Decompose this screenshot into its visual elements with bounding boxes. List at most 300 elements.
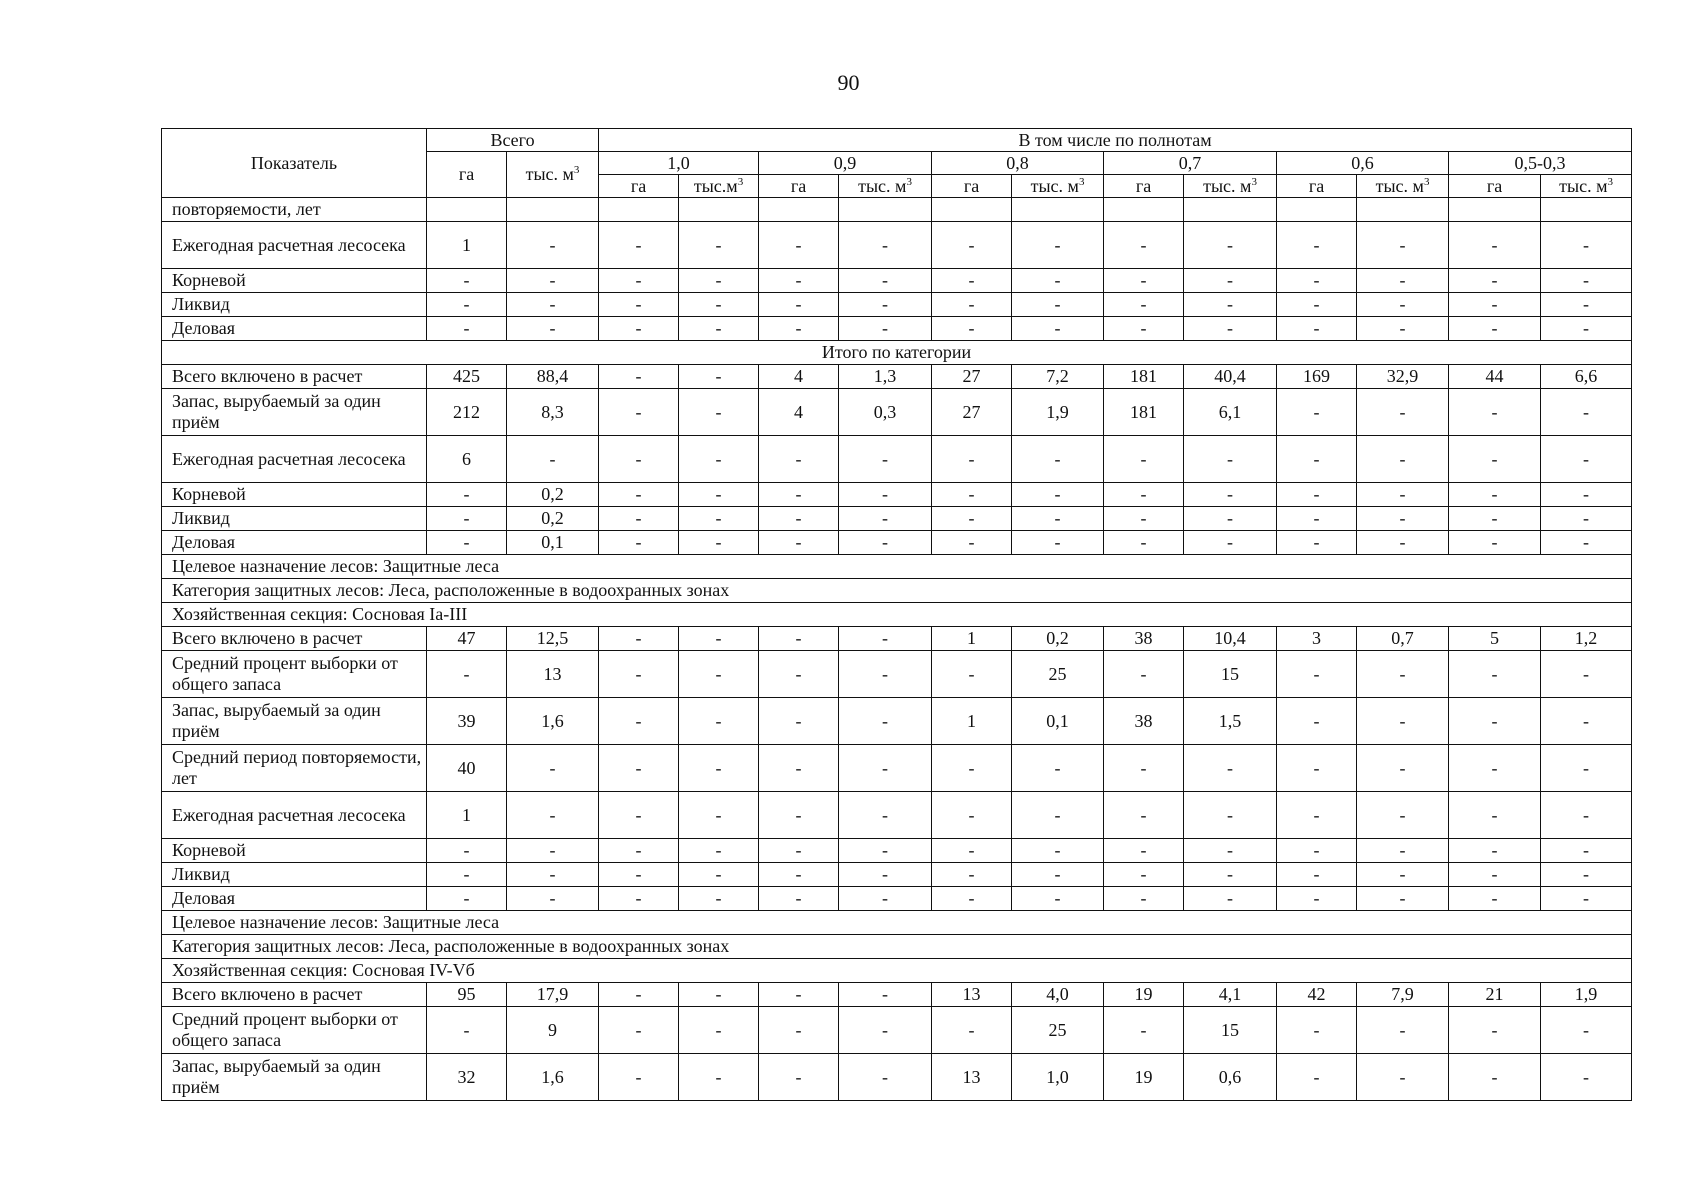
table-cell: - [1449, 531, 1541, 555]
table-cell: - [1184, 507, 1277, 531]
table-cell: - [507, 839, 599, 863]
table-cell: - [1449, 863, 1541, 887]
table-row [162, 745, 1632, 792]
table-cell: - [1277, 887, 1357, 911]
table-cell: - [759, 436, 839, 483]
table-cell: - [839, 698, 932, 745]
table-cell: - [1012, 269, 1104, 293]
table-cell: - [1012, 436, 1104, 483]
table-cell: - [1541, 1054, 1632, 1101]
table-cell: - [427, 651, 507, 698]
table-cell: - [679, 436, 759, 483]
table-cell: 169 [1277, 365, 1357, 389]
table-cell: - [932, 507, 1012, 531]
table-cell: - [932, 863, 1012, 887]
table-cell: - [1104, 436, 1184, 483]
table-cell: - [932, 269, 1012, 293]
table-cell: - [932, 293, 1012, 317]
table-cell: 0,3 [839, 389, 932, 436]
table-cell: - [507, 317, 599, 341]
table-cell: - [839, 269, 932, 293]
table-cell: - [1184, 745, 1277, 792]
table-cell: - [679, 483, 759, 507]
table-cell: - [1104, 531, 1184, 555]
table-cell: - [932, 1007, 1012, 1054]
table-cell: - [839, 863, 932, 887]
row-label: Ликвид [162, 863, 427, 887]
table-cell: - [427, 507, 507, 531]
table-cell [839, 198, 932, 222]
table-row [162, 1007, 1632, 1054]
table-cell: 32,9 [1357, 365, 1449, 389]
page-number: 90 [837, 70, 860, 95]
table-cell: - [1449, 507, 1541, 531]
table-row [162, 983, 1632, 1007]
section-heading: Итого по категории [162, 341, 1632, 365]
table-header [162, 129, 1632, 198]
table-cell: - [1184, 483, 1277, 507]
table-cell: - [1104, 651, 1184, 698]
table-cell: 1,5 [1184, 698, 1277, 745]
table-cell: 181 [1104, 365, 1184, 389]
table-cell: - [1012, 531, 1104, 555]
table-cell: - [1277, 1007, 1357, 1054]
table-cell: - [839, 1054, 932, 1101]
table-cell: - [599, 389, 679, 436]
table-row [162, 792, 1632, 839]
table-cell: - [839, 887, 932, 911]
table-cell: - [1184, 863, 1277, 887]
table-cell: 88,4 [507, 365, 599, 389]
table-cell: 4 [759, 389, 839, 436]
table-cell: - [507, 222, 599, 269]
row-label: Деловая [162, 887, 427, 911]
table-cell: - [679, 1007, 759, 1054]
table-cell: - [427, 293, 507, 317]
table-cell: - [1012, 839, 1104, 863]
table-cell: - [1449, 1054, 1541, 1101]
table-cell: - [1449, 222, 1541, 269]
header-volume: тыс. $м^3$ [1357, 175, 1449, 198]
table-cell: - [679, 531, 759, 555]
table-cell: - [1184, 317, 1277, 341]
table-cell: - [1357, 293, 1449, 317]
header-by-density: В том числе по полнотам [599, 129, 1632, 152]
table-cell: - [679, 698, 759, 745]
row-label: Всего включено в расчет [162, 365, 427, 389]
table-row [162, 531, 1632, 555]
table-cell: - [932, 531, 1012, 555]
table-cell: - [839, 983, 932, 1007]
header-density: 0,7 [1104, 152, 1277, 175]
row-label: Деловая [162, 317, 427, 341]
table-cell: - [1104, 507, 1184, 531]
table-cell: - [932, 483, 1012, 507]
table-cell: - [1012, 222, 1104, 269]
table-cell: - [507, 293, 599, 317]
table-cell: 4 [759, 365, 839, 389]
table-cell: - [1357, 317, 1449, 341]
table-cell: - [1184, 531, 1277, 555]
table-cell: - [759, 293, 839, 317]
table-cell: - [759, 222, 839, 269]
table-cell: - [1012, 317, 1104, 341]
table-cell: - [599, 507, 679, 531]
table-cell: - [1012, 483, 1104, 507]
table-cell: 8,3 [507, 389, 599, 436]
table-cell: - [932, 745, 1012, 792]
table-cell: - [679, 222, 759, 269]
section-heading: Хозяйственная секция: Сосновая Ia-III [162, 603, 1632, 627]
table-cell: - [1357, 531, 1449, 555]
table-cell: - [507, 745, 599, 792]
table-cell: 0,6 [1184, 1054, 1277, 1101]
table-cell: - [599, 887, 679, 911]
table-cell: - [1541, 651, 1632, 698]
table-cell: - [1449, 389, 1541, 436]
table-cell: - [759, 1054, 839, 1101]
table-cell: - [599, 839, 679, 863]
table-cell: - [1541, 698, 1632, 745]
table-cell: - [839, 483, 932, 507]
table-cell: - [1277, 651, 1357, 698]
table-cell: - [599, 293, 679, 317]
table-cell: - [839, 745, 932, 792]
table-cell [599, 198, 679, 222]
table-cell: 0,7 [1357, 627, 1449, 651]
table-cell: 4,1 [1184, 983, 1277, 1007]
table-cell: - [507, 436, 599, 483]
header-total-ha: га [427, 152, 507, 198]
table-row [162, 651, 1632, 698]
table-row [162, 483, 1632, 507]
header-ha: га [599, 175, 679, 198]
table-cell: 1 [932, 627, 1012, 651]
header-total: Всего [427, 129, 599, 152]
table-cell [679, 198, 759, 222]
table-cell: - [599, 365, 679, 389]
table-cell: - [1357, 887, 1449, 911]
header-ha: га [759, 175, 839, 198]
table-cell: 1 [932, 698, 1012, 745]
table-cell: - [1277, 317, 1357, 341]
table-cell: - [1449, 483, 1541, 507]
row-label: Запас, вырубаемый за один приём [162, 389, 427, 436]
table-cell: 1,3 [839, 365, 932, 389]
table-cell: - [1449, 651, 1541, 698]
table-cell: - [1541, 483, 1632, 507]
table-cell: 4,0 [1012, 983, 1104, 1007]
row-label: повторяемости, лет [162, 198, 427, 222]
section-heading: Целевое назначение лесов: Защитные леса [162, 555, 1632, 579]
table-cell: - [1541, 887, 1632, 911]
table-cell: 6,6 [1541, 365, 1632, 389]
table-cell: - [839, 792, 932, 839]
table-cell: - [1184, 792, 1277, 839]
table-cell [1012, 198, 1104, 222]
section-row [162, 603, 1632, 627]
table-cell: - [599, 531, 679, 555]
table-cell: - [1357, 863, 1449, 887]
header-volume: тыс. $м^3$ [1184, 175, 1277, 198]
table-cell: - [1449, 436, 1541, 483]
table-cell [1449, 198, 1541, 222]
table-cell: - [1357, 1054, 1449, 1101]
table-cell: - [679, 507, 759, 531]
table-cell: - [599, 863, 679, 887]
table-cell: - [1012, 293, 1104, 317]
table-cell: - [507, 887, 599, 911]
table-cell: - [1184, 222, 1277, 269]
table-cell: 21 [1449, 983, 1541, 1007]
table-cell: - [507, 863, 599, 887]
table-cell: 15 [1184, 651, 1277, 698]
table-cell: 40 [427, 745, 507, 792]
table-cell: - [679, 745, 759, 792]
table-cell: - [599, 698, 679, 745]
table-cell: - [932, 792, 1012, 839]
table-cell: - [599, 483, 679, 507]
table-cell: - [427, 863, 507, 887]
table-cell: - [679, 863, 759, 887]
row-label: Средний период повторяемости, лет [162, 745, 427, 792]
table-cell: - [599, 436, 679, 483]
table-row [162, 436, 1632, 483]
table-cell: - [1541, 222, 1632, 269]
table-cell: - [599, 627, 679, 651]
table-cell: - [1357, 269, 1449, 293]
table-cell: - [839, 222, 932, 269]
table-cell: - [1449, 745, 1541, 792]
table-cell: - [1277, 483, 1357, 507]
table-cell: - [1449, 839, 1541, 863]
row-label: Ликвид [162, 507, 427, 531]
table-cell: - [1277, 436, 1357, 483]
table-cell: - [1449, 317, 1541, 341]
table-cell: - [1449, 698, 1541, 745]
table-cell [1277, 198, 1357, 222]
table-cell: 39 [427, 698, 507, 745]
table-cell: 19 [1104, 1054, 1184, 1101]
table-cell [427, 198, 507, 222]
table-cell: - [759, 507, 839, 531]
section-heading: Категория защитных лесов: Леса, расположенные в водоохранных зонах [162, 935, 1632, 959]
table-row [162, 887, 1632, 911]
table-cell: - [1357, 1007, 1449, 1054]
table-cell: 1,9 [1541, 983, 1632, 1007]
table-cell: - [759, 792, 839, 839]
table-cell: 38 [1104, 698, 1184, 745]
table-cell: - [1104, 863, 1184, 887]
table-cell: - [679, 627, 759, 651]
table-cell: - [1357, 507, 1449, 531]
table-cell: - [1104, 317, 1184, 341]
table-cell [507, 198, 599, 222]
table-cell: - [1277, 389, 1357, 436]
header-volume: тыс. $м^3$ [839, 175, 932, 198]
table-cell: 7,2 [1012, 365, 1104, 389]
row-label: Запас, вырубаемый за один приём [162, 698, 427, 745]
table-cell: - [839, 839, 932, 863]
table-cell: - [1357, 483, 1449, 507]
table-cell: 19 [1104, 983, 1184, 1007]
table-row [162, 365, 1632, 389]
header-total-volume: тыс. $м^3$ [507, 152, 599, 198]
table-row [162, 507, 1632, 531]
table-cell: - [932, 651, 1012, 698]
table-cell: 44 [1449, 365, 1541, 389]
table-cell: - [1012, 507, 1104, 531]
table-cell [1104, 198, 1184, 222]
table-cell: - [1012, 792, 1104, 839]
table-cell: - [839, 1007, 932, 1054]
table-cell: 42 [1277, 983, 1357, 1007]
table-cell: - [759, 1007, 839, 1054]
table-cell: - [1357, 651, 1449, 698]
table-cell: - [839, 317, 932, 341]
table-cell: - [1541, 389, 1632, 436]
table-cell: 0,2 [507, 483, 599, 507]
table-cell: - [599, 1054, 679, 1101]
table-cell: - [759, 863, 839, 887]
section-heading: Категория защитных лесов: Леса, расположенные в водоохранных зонах [162, 579, 1632, 603]
table-cell: - [679, 293, 759, 317]
table-row [162, 1054, 1632, 1101]
table-cell: - [1012, 887, 1104, 911]
table-cell: - [1449, 269, 1541, 293]
table-cell: - [1104, 483, 1184, 507]
row-label: Деловая [162, 531, 427, 555]
table-cell: - [759, 983, 839, 1007]
table-cell: 13 [932, 983, 1012, 1007]
table-cell: - [1012, 745, 1104, 792]
table-cell: - [1541, 531, 1632, 555]
table-cell: - [1541, 317, 1632, 341]
table-row [162, 198, 1632, 222]
table-row [162, 627, 1632, 651]
table-cell: - [1104, 887, 1184, 911]
header-ha: га [1104, 175, 1184, 198]
table-cell: - [599, 745, 679, 792]
table-cell: - [679, 389, 759, 436]
table-cell: - [1184, 293, 1277, 317]
section-row [162, 555, 1632, 579]
table-cell: 38 [1104, 627, 1184, 651]
header-ha: га [932, 175, 1012, 198]
table-cell [759, 198, 839, 222]
table-cell: - [839, 627, 932, 651]
table-cell: - [599, 317, 679, 341]
table-cell: - [759, 698, 839, 745]
table-cell: - [1184, 436, 1277, 483]
table-cell: 0,2 [1012, 627, 1104, 651]
table-cell: - [759, 651, 839, 698]
table-row [162, 269, 1632, 293]
section-heading: Целевое назначение лесов: Защитные леса [162, 911, 1632, 935]
table-cell: - [427, 483, 507, 507]
table-cell: 212 [427, 389, 507, 436]
table-cell: - [1541, 745, 1632, 792]
table-row [162, 317, 1632, 341]
table-cell: 0,2 [507, 507, 599, 531]
table-cell: 27 [932, 365, 1012, 389]
table-cell: - [759, 745, 839, 792]
table-cell: - [1277, 1054, 1357, 1101]
table-cell: 27 [932, 389, 1012, 436]
table-cell: 1 [427, 792, 507, 839]
row-label: Средний процент выборки от общего запаса [162, 1007, 427, 1054]
table-cell: 25 [1012, 1007, 1104, 1054]
table-cell: 25 [1012, 651, 1104, 698]
section-row [162, 935, 1632, 959]
table-cell: - [1449, 1007, 1541, 1054]
table-cell [1541, 198, 1632, 222]
table-cell: - [759, 839, 839, 863]
table-cell: - [679, 792, 759, 839]
table-cell: - [839, 293, 932, 317]
table-cell: - [599, 1007, 679, 1054]
table-cell: - [1277, 507, 1357, 531]
table-cell: - [1449, 792, 1541, 839]
table-cell: - [1541, 839, 1632, 863]
table-cell: 3 [1277, 627, 1357, 651]
table-cell: - [839, 531, 932, 555]
table-cell: 5 [1449, 627, 1541, 651]
table-cell: - [679, 1054, 759, 1101]
table-cell: - [759, 887, 839, 911]
table-cell: - [1104, 792, 1184, 839]
row-label: Запас, вырубаемый за один приём [162, 1054, 427, 1101]
table-cell: 0,1 [1012, 698, 1104, 745]
row-label: Ежегодная расчетная лесосека [162, 436, 427, 483]
row-label: Всего включено в расчет [162, 983, 427, 1007]
table-cell: - [599, 651, 679, 698]
table-cell: - [1277, 222, 1357, 269]
table-cell: - [759, 483, 839, 507]
table-cell: - [1012, 863, 1104, 887]
section-row [162, 959, 1632, 983]
table-cell: 1 [427, 222, 507, 269]
table-cell: - [1449, 293, 1541, 317]
table-cell [1357, 198, 1449, 222]
forest-harvest-table [161, 128, 1632, 1101]
table-cell: - [507, 792, 599, 839]
table-cell: 47 [427, 627, 507, 651]
table-cell: - [1357, 839, 1449, 863]
table-cell: - [932, 436, 1012, 483]
table-cell: - [599, 222, 679, 269]
header-density: 0,6 [1277, 152, 1449, 175]
table-cell: - [1277, 745, 1357, 792]
table-cell: - [759, 317, 839, 341]
table-cell: - [427, 269, 507, 293]
header-density: 0,5-0,3 [1449, 152, 1632, 175]
row-label: Корневой [162, 483, 427, 507]
table-cell: 95 [427, 983, 507, 1007]
table-cell: - [679, 365, 759, 389]
table-cell: 15 [1184, 1007, 1277, 1054]
table-cell: - [679, 651, 759, 698]
table-cell: - [1277, 839, 1357, 863]
table-cell: - [427, 839, 507, 863]
table-cell: - [1541, 269, 1632, 293]
table-cell: 7,9 [1357, 983, 1449, 1007]
table-cell: - [1104, 1007, 1184, 1054]
table-cell: - [1277, 269, 1357, 293]
table-cell: - [1357, 745, 1449, 792]
table-cell: 425 [427, 365, 507, 389]
table-cell: 181 [1104, 389, 1184, 436]
